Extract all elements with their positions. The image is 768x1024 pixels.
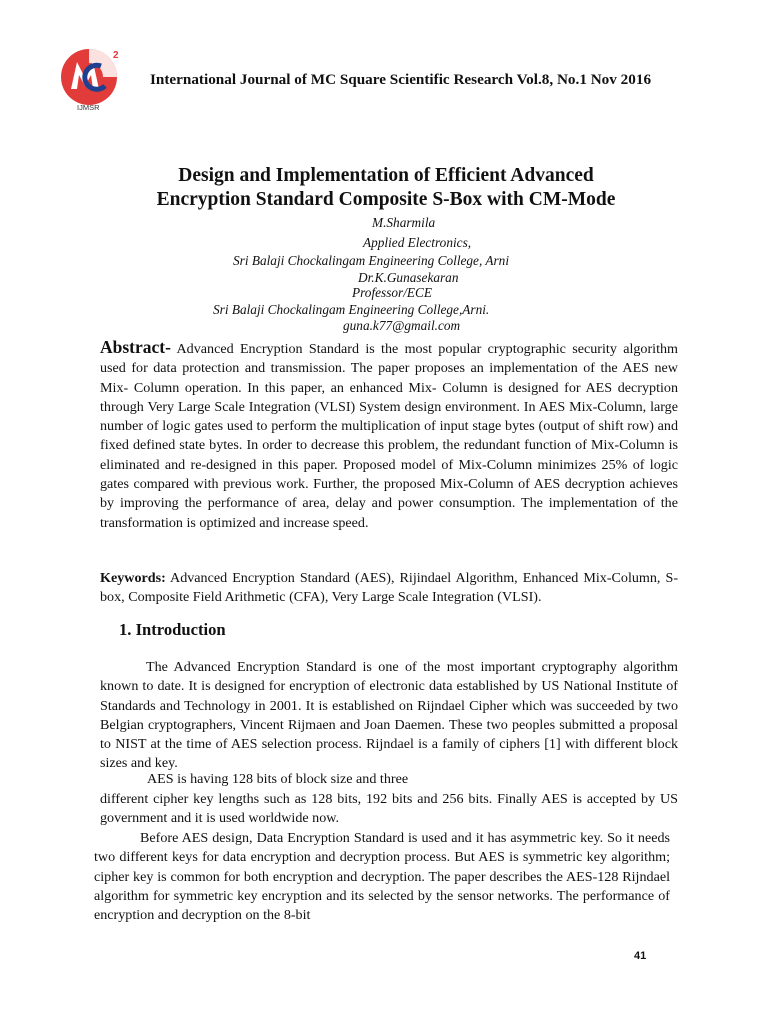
abstract-text: Advanced Encryption Standard is the most popular cryptographic security algorithm used for data protection and transmission. The paper proposes an implementation of the AES new Mix- Column operation. In this paper, an enhanced Mix- Column is designed for AES decryption through Very Large Scale Integration (VLSI) System design environment. In AES Mix-Column, large number of logic gates used to perform the multiplication of input stage bytes (output of shift row) and fixed defined state bytes. In order to decrease this problem, the redundant function of Mix-Column is eliminated and re-designed in this paper. Proposed model of Mix-Column minimizes 25% of logic gates compared with previous work. Further, the proposed Mix-Column of AES decryption achieves by improving the performance of area, delay and power consumption. The implementation of the transformation is optimized and increase speed. — [100, 341, 678, 531]
paper-title — [100, 164, 672, 212]
keywords-label: Keywords: — [100, 570, 166, 586]
intro-paragraph-2-text: different cipher key lengths such as 128 bits, 192 bits and 256 bits. Finally AES is accepted by US government and it is used worldwide now. — [100, 791, 678, 827]
svg-text:2: 2 — [113, 50, 119, 61]
keywords-text: Advanced Encryption Standard (AES), Rijindael Algorithm, Enhanced Mix-Column, S-box, Composite Field Arithmetic (CFA), Very Large Scale Integration (VLSI). — [100, 570, 679, 606]
author-2-title: Professor/ECE — [352, 285, 433, 300]
abstract — [100, 338, 678, 533]
author-1-name: M.Sharmila — [372, 215, 436, 230]
page-number: 41 — [634, 950, 647, 962]
title-line-1: Design and Implementation of Efficient Advanced — [178, 165, 594, 186]
intro-paragraph-3-text: Before AES design, Data Encryption Standard is used and it has asymmetric key. So it needs two different keys for data encryption and decryption process. But AES is symmetric key algorithm; cipher key is common for both encryption and decryption. The paper describes the AES-128 Rijndael algorithm for symmetric key encryption and its selected by the sensor networks. The performance of encryption and decryption on the 8-bit — [94, 830, 670, 924]
journal-header: International Journal of MC Square Scientific Research Vol.8, No.1 Nov 2016 — [150, 71, 652, 88]
author-1-institution: Sri Balaji Chockalingam Engineering College, Arni — [233, 253, 510, 268]
intro-paragraph-1 — [100, 658, 678, 774]
title-line-2: Encryption Standard Composite S-Box with CM-Mode — [156, 189, 616, 210]
keywords — [100, 569, 678, 608]
intro-paragraph-1-text: The Advanced Encryption Standard is one of the most important cryptography algorithm known to date. It is designed for encryption of electronic data established by US National Institute of Standards and Technology in 2001. It is established on Rijndael Cipher which was succeeded by two Belgian cryptographers, Vincent Rijmaen and Joan Daemen. These two peoples submitted a proposal to NIST at the time of AES selection process. Rijndael is a family of ciphers [1] with different block sizes and key. — [100, 659, 678, 772]
abstract-label: Abstract- — [100, 337, 171, 357]
author-2-institution: Sri Balaji Chockalingam Engineering College,Arni. — [213, 302, 490, 317]
intro-paragraph-2 — [100, 790, 678, 829]
logo-text: IJMSR — [77, 103, 100, 112]
journal-logo — [55, 44, 127, 112]
section-heading-introduction: 1. Introduction — [119, 620, 226, 639]
author-2-email: guna.k77@gmail.com — [343, 318, 461, 333]
intro-paragraph-2-line-1: AES is having 128 bits of block size and three — [147, 771, 409, 787]
author-2-name: Dr.K.Gunasekaran — [358, 270, 459, 285]
author-1-department: Applied Electronics, — [363, 235, 472, 250]
intro-paragraph-3 — [94, 829, 670, 925]
